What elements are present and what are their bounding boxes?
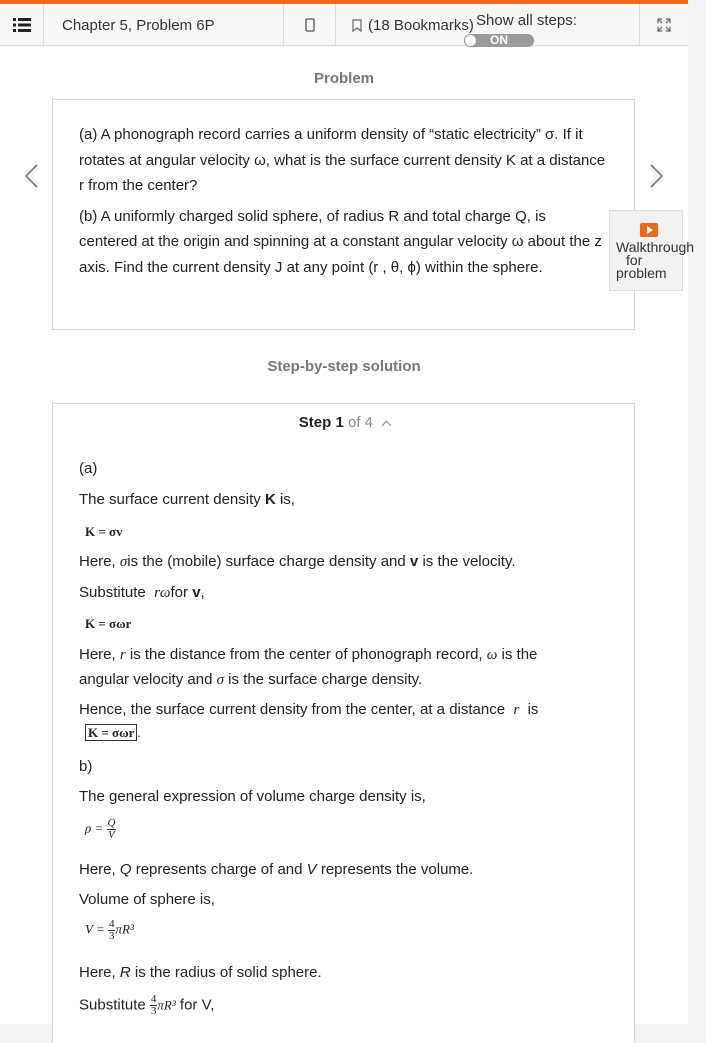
problem-part-b: (b) A uniformly charged solid sphere, of radius R and total charge Q, is centered at the origin and spinning at a constant angular velocity ω about the z axis. Find the current density J at any point (r , θ, ϕ) within the sphere.	[79, 207, 602, 276]
toggle-state: ON	[490, 33, 508, 47]
solution-heading: Step-by-step solution	[267, 358, 421, 375]
fraction-4-3-inline: $\frac{4}{3}$	[150, 993, 157, 1017]
walkthrough-button[interactable]	[609, 210, 695, 291]
mobile-icon	[305, 18, 315, 32]
here-sigma-line: Here, σis the (mobile) surface charge density and v is the velocity.	[79, 553, 516, 570]
here-r-line-2: angular velocity and σ is the surface charge density.	[79, 671, 423, 688]
k-intro: The surface current density K is,	[79, 491, 295, 508]
menu-button[interactable]	[0, 4, 44, 46]
problem-part-a: (a) A phonograph record carries a uniform density of “static electricity” σ. If it rotates at angular velocity ω, what is the surface current density K at a distance r from the center?	[79, 126, 606, 194]
part-a-label: (a)	[79, 460, 98, 477]
chevron-up-icon[interactable]	[382, 421, 392, 431]
expand-icon	[656, 17, 672, 33]
show-steps-toggle[interactable]	[464, 34, 534, 47]
toolbar	[0, 4, 688, 46]
boxed-answer: K = σωr .	[85, 725, 141, 741]
fraction-4-3: $\frac{4}{3}$	[108, 918, 115, 942]
fraction-q-v: $\frac{Q}{V}$	[107, 817, 116, 841]
step-header[interactable]	[53, 414, 636, 431]
bookmark-button[interactable]	[336, 4, 476, 46]
equation-volume: V = $\frac{4}{3}$ πR³	[85, 918, 134, 942]
step-total: of 4	[347, 414, 374, 431]
volume-sphere-intro: Volume of sphere is,	[79, 891, 215, 908]
part-b-label: b)	[79, 758, 93, 775]
volume-density-intro: The general expression of volume charge density is,	[79, 788, 426, 805]
substitute-volume: Substitute $\frac{4}{3}$ πR³ for V,	[79, 993, 215, 1017]
show-steps-label: Show all steps:	[476, 12, 577, 29]
chevron-right-icon[interactable]	[644, 161, 668, 191]
toggle-knob	[464, 34, 477, 47]
chevron-left-icon[interactable]	[20, 161, 44, 191]
play-icon	[640, 223, 658, 237]
equation-k-sigma-omega-r: K = σωr	[85, 616, 132, 631]
bookmarks-count: (18 Bookmarks)	[368, 16, 474, 34]
here-q-line: Here, Q represents charge of and V represents the volume.	[79, 861, 474, 878]
hence-line: Hence, the surface current density from the center, at a distance r is	[79, 701, 539, 718]
expand-button[interactable]	[640, 4, 688, 46]
here-r-radius-line: Here, R is the radius of solid sphere.	[79, 964, 322, 981]
problem-heading: Problem	[313, 70, 374, 87]
bookmark-icon	[352, 19, 362, 32]
substitute-r-omega: Substitute rωfor v,	[79, 584, 205, 601]
walkthrough-label: Walkthrough for problem	[616, 239, 695, 281]
chapter-title: Chapter 5, Problem 6P	[44, 4, 284, 46]
equation-k-sigma-v: K = σv	[85, 524, 123, 539]
list-icon	[13, 17, 31, 33]
problem-box	[52, 99, 635, 330]
main-content	[0, 47, 695, 1024]
equation-rho: ρ = $\frac{Q}{V}$	[85, 817, 116, 841]
step-box	[52, 403, 635, 1043]
mobile-view-button[interactable]	[284, 4, 336, 46]
show-steps-control	[476, 4, 640, 46]
step-number: Step 1	[298, 414, 344, 431]
here-r-line: Here, r is the distance from the center of phonograph record, ω is the	[79, 646, 538, 663]
